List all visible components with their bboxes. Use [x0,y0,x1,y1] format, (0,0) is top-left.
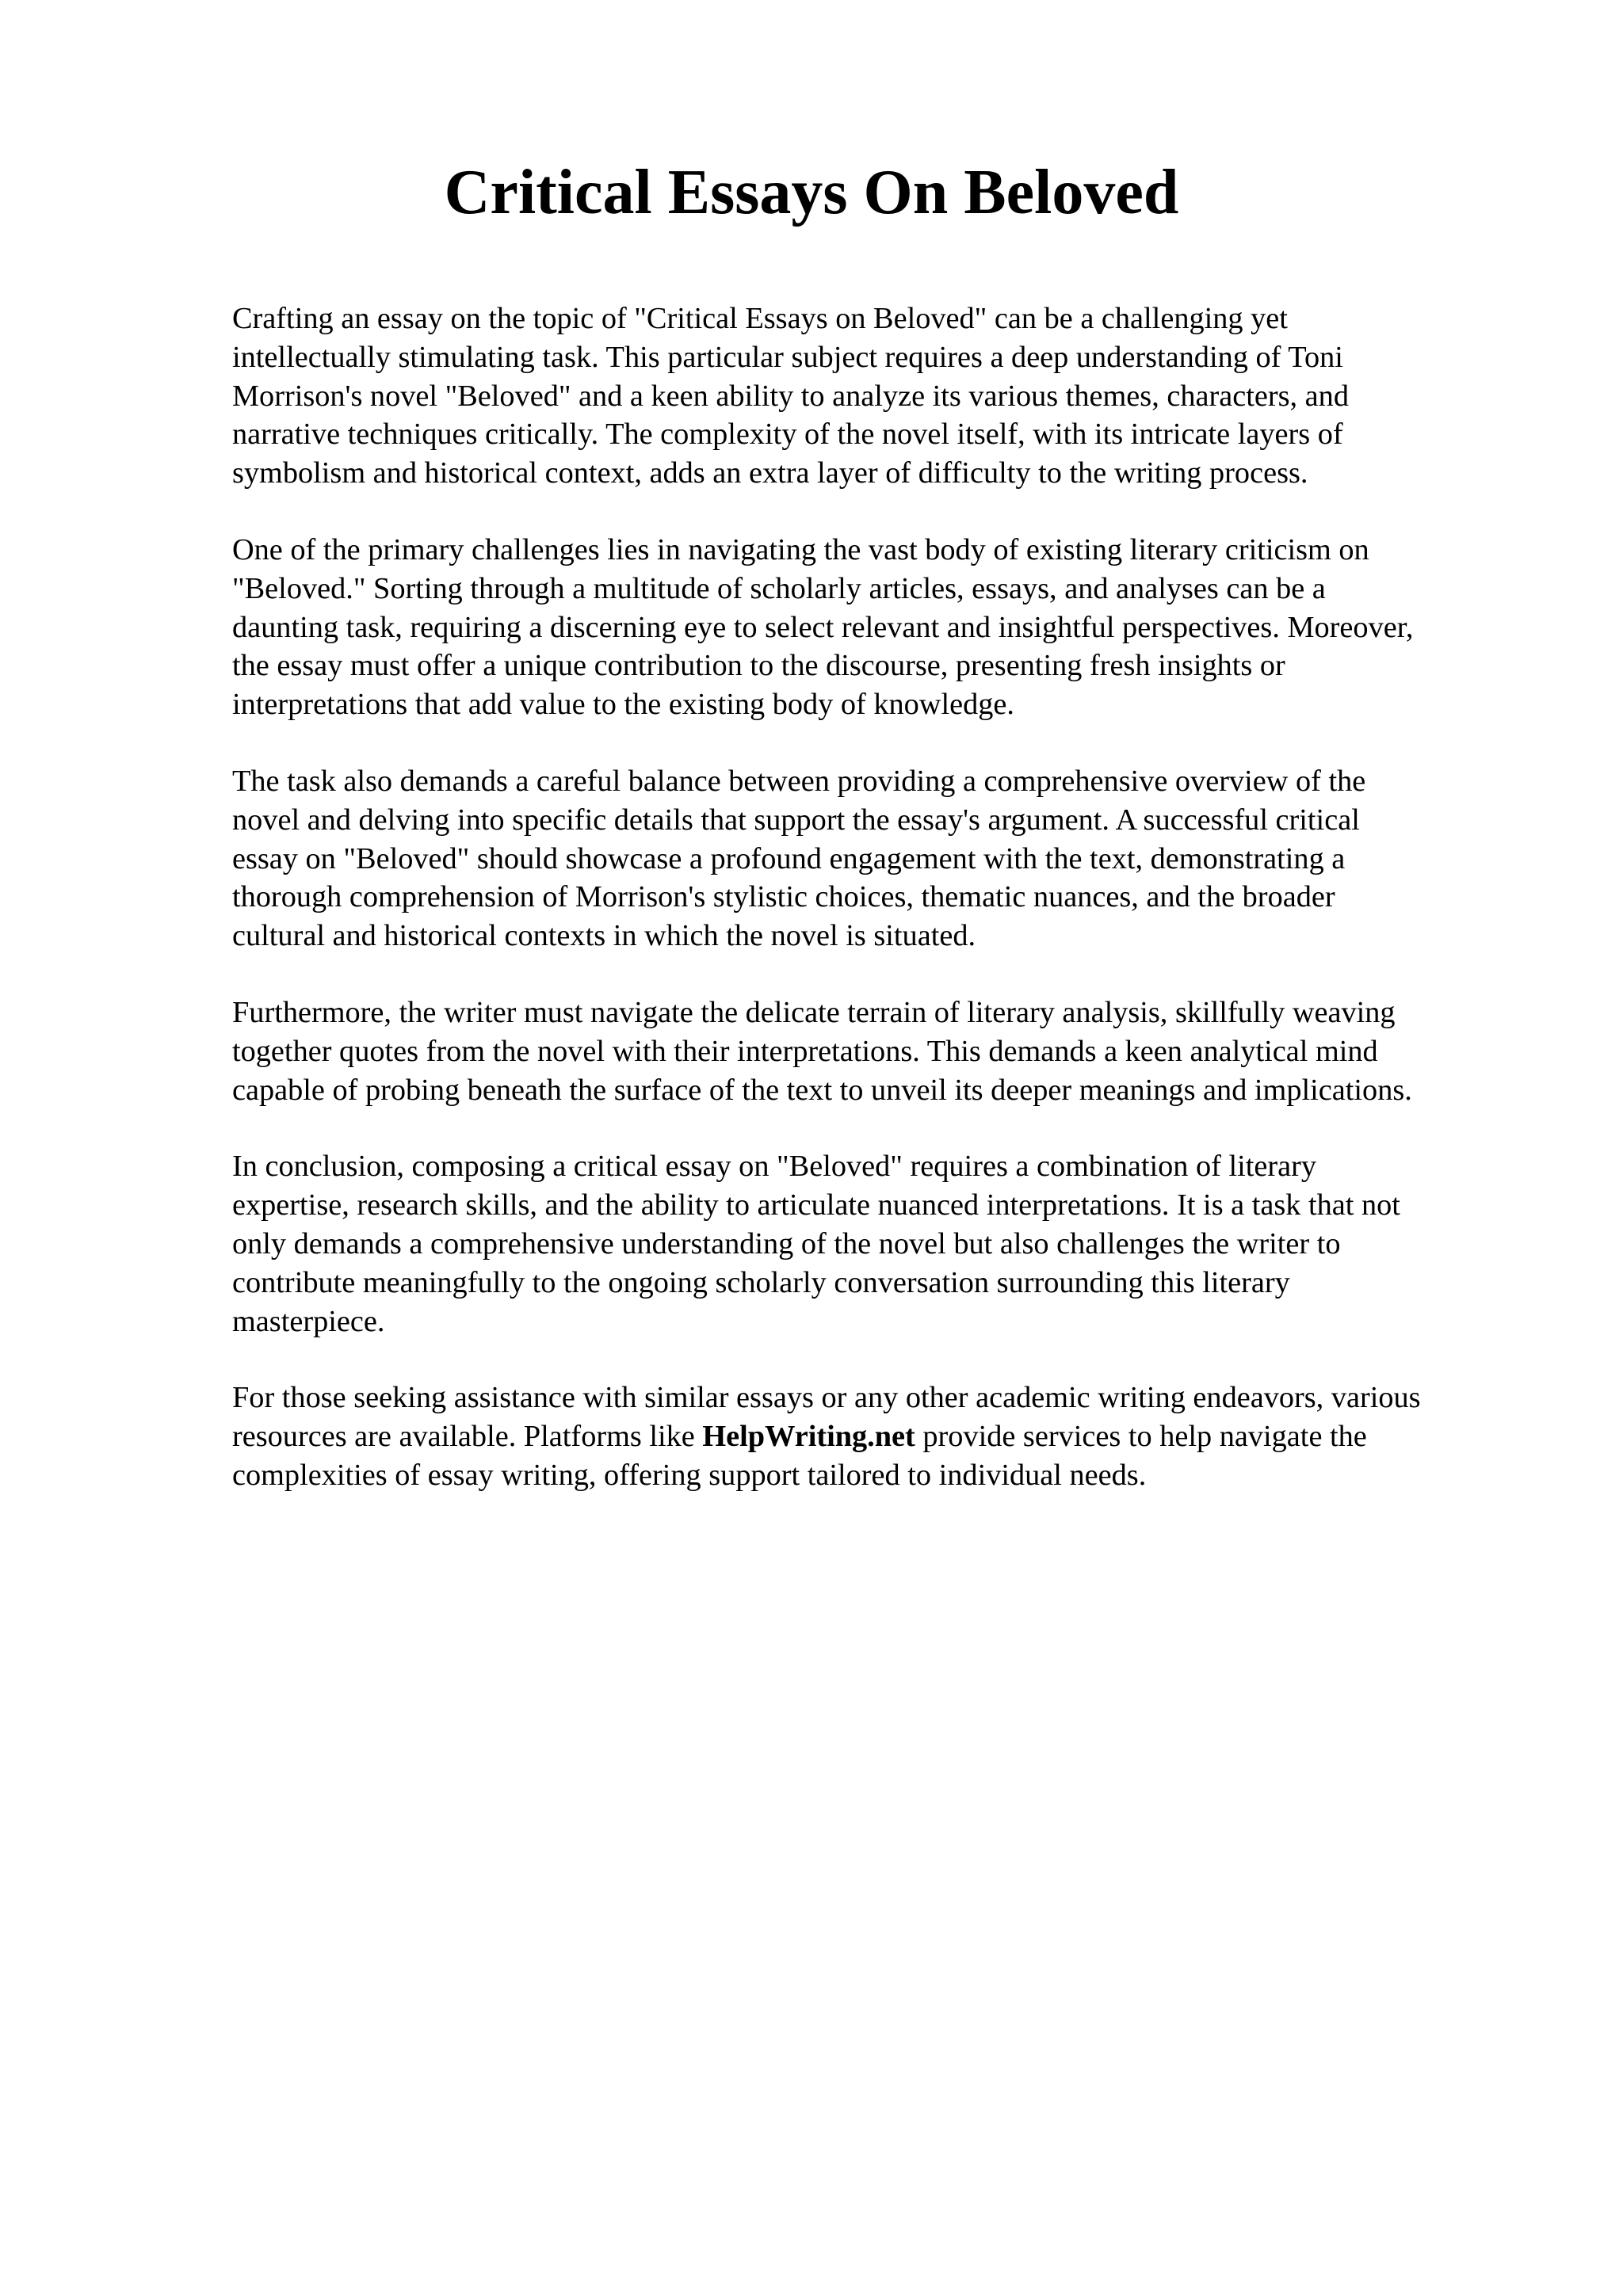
text-line: intellectually stimulating task. This particular subject requires a deep understanding of Toni [232,340,1343,374]
text-line: capable of probing beneath the surface of the text to unveil its deeper meanings and implications. [232,1073,1412,1107]
paragraph-5 [232,1147,1579,1341]
text-line: contribute meaningfully to the ongoing scholarly conversation surrounding this literary [232,1265,1290,1299]
text-line: expertise, research skills, and the ability to articulate nuanced interpretations. It is a task that not [232,1188,1400,1222]
text-line: In conclusion, composing a critical essay on "Beloved" requires a combination of literary [232,1150,1317,1184]
paragraph-1 [232,299,1579,493]
text-line: Crafting an essay on the topic of "Critical Essays on Beloved" can be a challenging yet [232,302,1288,335]
page-title: Critical Essays On Beloved [444,158,1179,227]
text-line: together quotes from the novel with their interpretations. This demands a keen analytical mind [232,1034,1378,1068]
paragraph-3 [232,762,1579,955]
paragraph-4 [232,994,1579,1109]
text-line: One of the primary challenges lies in navigating the vast body of existing literary criticism on [232,532,1369,566]
text-line: Morrison's novel "Beloved" and a keen ability to analyze its various themes, characters, and [232,379,1349,413]
text-line: masterpiece. [232,1304,385,1338]
text-line: essay on "Beloved" should showcase a profound engagement with the text, demonstrating a [232,841,1346,875]
text-line: The task also demands a careful balance between providing a comprehensive overview of the [232,764,1366,798]
text-line: Furthermore, the writer must navigate the delicate terrain of literary analysis, skillfully weaving [232,995,1396,1029]
text-line: "Beloved." Sorting through a multitude of scholarly articles, essays, and analyses can be a [232,571,1326,605]
text-segment: resources are available. Platforms like [232,1420,703,1454]
paragraph-2 [232,531,1579,724]
text-line: For those seeking assistance with similar essays or any other academic writing endeavors, various [232,1381,1421,1415]
paragraph-6 [232,1379,1579,1494]
text-segment: provide services to help navigate the [915,1420,1367,1454]
text-line: interpretations that add value to the existing body of knowledge. [232,688,1014,722]
text-line: thorough comprehension of Morrison's stylistic choices, thematic nuances, and the broader [232,880,1335,914]
text-line [232,1417,1579,1456]
text-line: cultural and historical contexts in which the novel is situated. [232,919,976,953]
helpwriting-brand-text: HelpWriting.net [702,1420,915,1454]
text-line: symbolism and historical context, adds an extra layer of difficulty to the writing process. [232,456,1308,490]
text-line: the essay must offer a unique contribution to the discourse, presenting fresh insights or [232,649,1285,683]
text-line: narrative techniques critically. The complexity of the novel itself, with its intricate layers of [232,418,1343,452]
text-line: novel and delving into specific details that support the essay's argument. A successful critical [232,803,1360,837]
essay-body [232,299,1579,1533]
text-line: only demands a comprehensive understanding of the novel but also challenges the writer to [232,1226,1341,1261]
text-line: complexities of essay writing, offering support tailored to individual needs. [232,1458,1147,1492]
text-line: daunting task, requiring a discerning eye to select relevant and insightful perspectives. Moreover, [232,610,1414,644]
